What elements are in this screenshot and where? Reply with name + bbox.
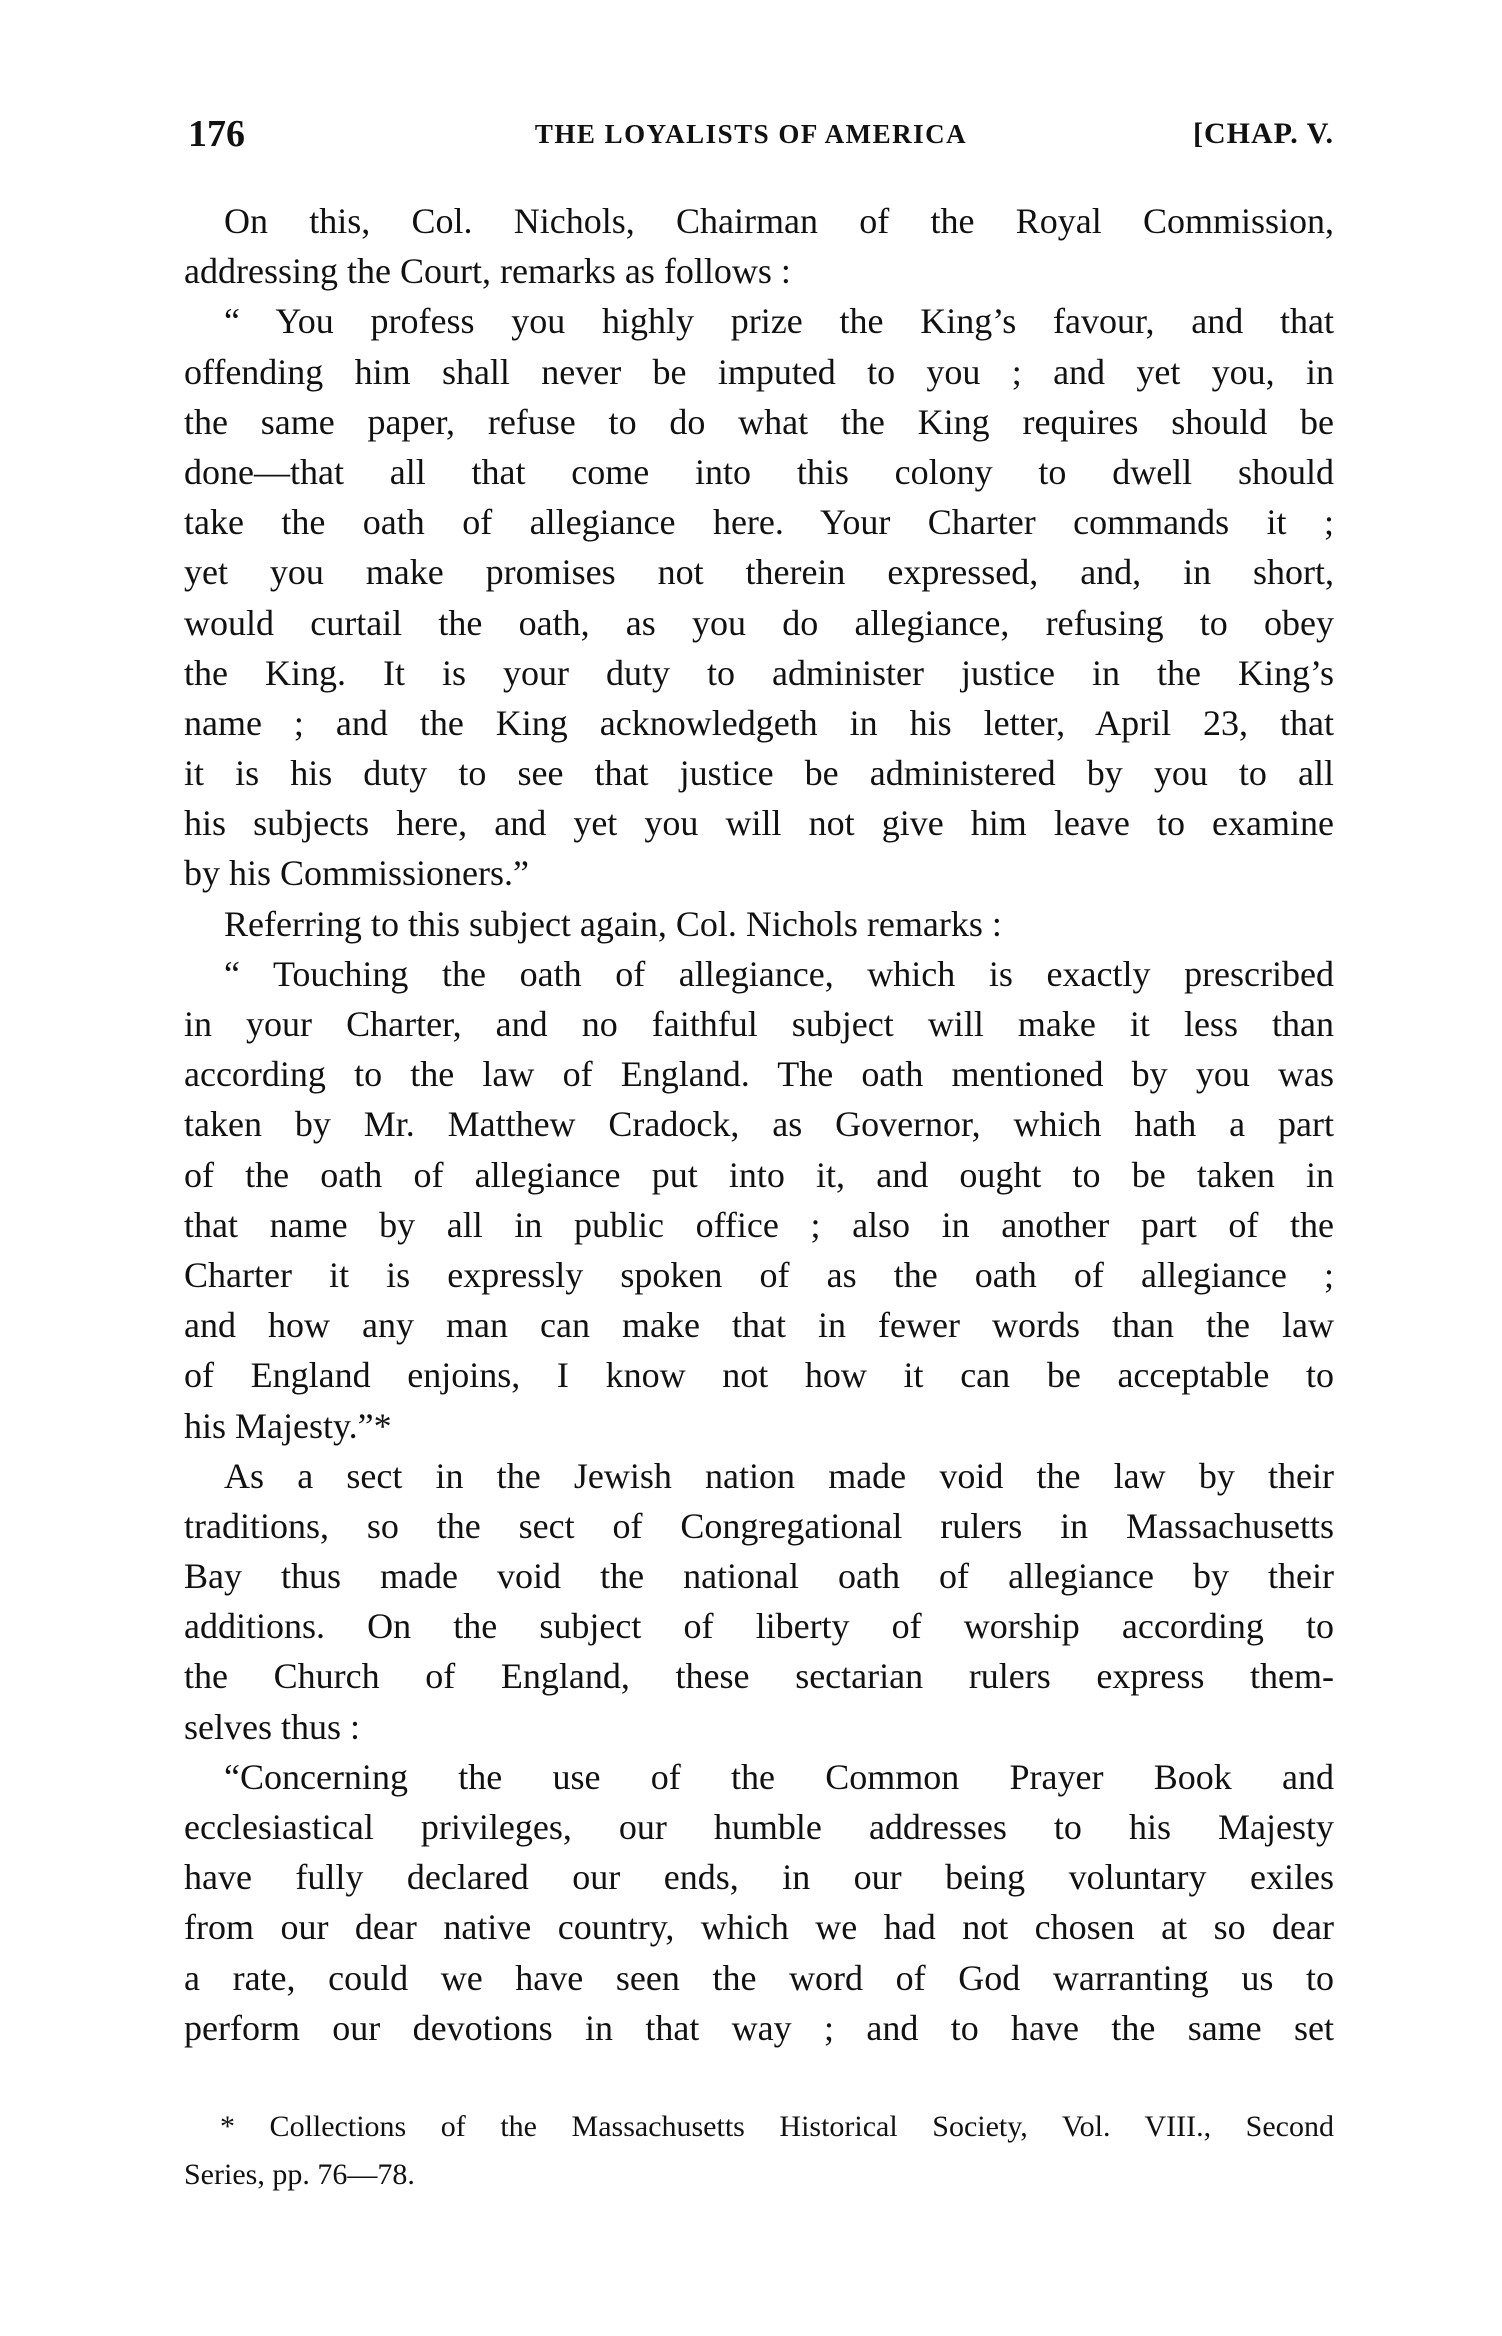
text-line: traditions, so the sect of Congregational rulers in Massachusetts (184, 1505, 1334, 1546)
text-line: according to the law of England. The oath mentioned by you was (184, 1054, 1334, 1095)
text-line: from our dear native country, which we had not chosen at so dear (184, 1907, 1334, 1948)
text-line: take the oath of allegiance here. Your Charter commands it ; (184, 502, 1334, 543)
text-line: Referring to this subject again, Col. Nichols remarks : (224, 903, 1002, 944)
text-line: of the oath of allegiance put into it, and ought to be taken in (184, 1154, 1334, 1195)
text-line: his Majesty.”* (184, 1405, 392, 1446)
text-line: selves thus : (184, 1706, 360, 1747)
text-line: additions. On the subject of liberty of worship according to (184, 1606, 1334, 1647)
text-line: As a sect in the Jewish nation made void the law by their (224, 1455, 1334, 1496)
text-line: “Concerning the use of the Common Prayer Book and (224, 1756, 1334, 1797)
text-line: done—that all that come into this colony to dwell should (184, 451, 1334, 492)
text-line: by his Commissioners.” (184, 853, 530, 894)
text-line: name ; and the King acknowledgeth in his letter, April 23, that (184, 702, 1334, 743)
text-line: it is his duty to see that justice be administered by you to all (184, 753, 1334, 794)
text-line: Charter it is expressly spoken of as the oath of allegiance ; (184, 1254, 1334, 1295)
text-line: Bay thus made void the national oath of allegiance by their (184, 1556, 1334, 1597)
text-line: yet you make promises not therein expressed, and, in short, (184, 552, 1334, 593)
text-line: in your Charter, and no faithful subject will make it less than (184, 1004, 1334, 1044)
page-number: 176 (188, 113, 245, 155)
text-line: a rate, could we have seen the word of God warranting us to (184, 1957, 1334, 1998)
footnote (184, 2103, 1334, 2199)
text-line: the same paper, refuse to do what the King requires should be (184, 401, 1334, 442)
text-line: offending him shall never be imputed to you ; and yet you, in (184, 351, 1334, 392)
text-line: of England enjoins, I know not how it can be acceptable to (184, 1355, 1334, 1396)
text-line: have fully declared our ends, in our being voluntary exiles (184, 1857, 1334, 1898)
footnote-line: Series, pp. 76—78. (184, 2158, 415, 2191)
text-line: that name by all in public office ; also in another part of the (184, 1204, 1334, 1245)
text-line: “ You profess you highly prize the King’s favour, and that (224, 301, 1334, 342)
text-line: On this, Col. Nichols, Chairman of the Royal Commission, (224, 201, 1334, 241)
text-line: taken by Mr. Matthew Cradock, as Governor, which hath a part (184, 1104, 1334, 1145)
text-line: the King. It is your duty to administer justice in the King’s (184, 652, 1334, 693)
text-line: and how any man can make that in fewer words than the law (184, 1305, 1334, 1346)
footnote-line: * Collections of the Massachusetts Historical Society, Vol. VIII., Second (220, 2110, 1334, 2143)
text-line: ecclesiastical privileges, our humble addresses to his Majesty (184, 1807, 1334, 1847)
chapter-label: [CHAP. V. (1193, 117, 1334, 150)
text-line: the Church of England, these sectarian rulers express them- (184, 1656, 1334, 1697)
text-line: his subjects here, and yet you will not give him leave to examine (184, 803, 1334, 844)
text-line: would curtail the oath, as you do allegiance, refusing to obey (184, 602, 1334, 643)
running-title: THE LOYALISTS OF AMERICA (534, 119, 968, 149)
text-line: addressing the Court, remarks as follows : (184, 251, 791, 292)
text-line: “ Touching the oath of allegiance, which is exactly prescribed (224, 953, 1334, 994)
body-text (184, 196, 1334, 2053)
text-line: perform our devotions in that way ; and to have the same set (184, 2007, 1334, 2048)
